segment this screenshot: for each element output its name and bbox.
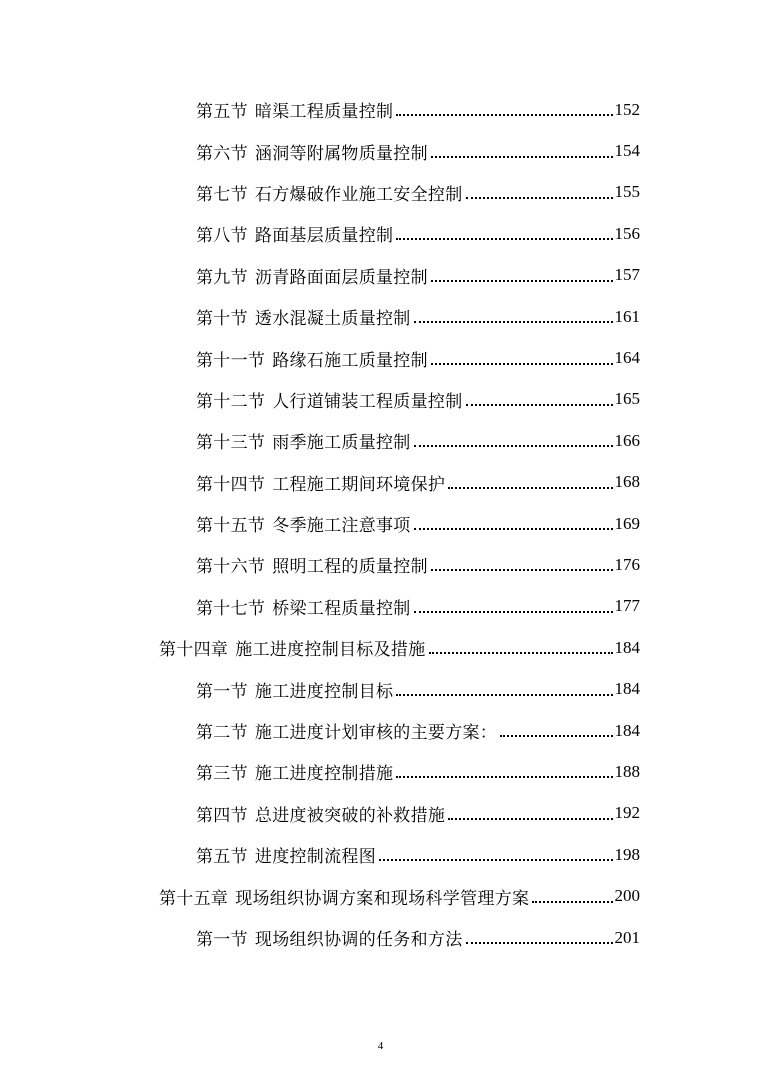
toc-section-entry[interactable] bbox=[0, 751, 640, 792]
toc-entry-label bbox=[196, 759, 393, 784]
toc-entry-page: 200 bbox=[614, 886, 640, 906]
toc-section-entry[interactable] bbox=[0, 130, 640, 171]
toc-section-entry[interactable] bbox=[0, 172, 640, 213]
toc-entry-label bbox=[196, 470, 445, 495]
toc-entry-label bbox=[196, 221, 393, 246]
toc-entry-title: 人行道铺装工程质量控制 bbox=[272, 391, 463, 412]
toc-entry-title: 施工进度计划审核的主要方案： bbox=[254, 723, 498, 744]
toc-entry-label bbox=[196, 925, 463, 950]
toc-dot-leader bbox=[431, 552, 613, 571]
toc-entry-title: 进度控制流程图 bbox=[254, 847, 377, 868]
toc-dot-leader bbox=[414, 304, 613, 323]
toc-entry-number: 第三节 bbox=[196, 764, 248, 785]
toc-entry-number: 第十四章 bbox=[159, 640, 229, 661]
toc-dot-leader bbox=[414, 428, 613, 447]
toc-section-entry[interactable] bbox=[0, 834, 640, 875]
toc-dot-leader bbox=[466, 180, 613, 199]
toc-dot-leader bbox=[414, 511, 613, 530]
toc-entry-page: 168 bbox=[614, 472, 640, 492]
toc-chapter-entry[interactable] bbox=[0, 875, 640, 916]
toc-dot-leader bbox=[500, 718, 612, 737]
toc-dot-leader bbox=[429, 635, 613, 654]
toc-entry-title: 暗渠工程质量控制 bbox=[254, 102, 394, 123]
toc-dot-leader bbox=[448, 801, 612, 820]
toc-dot-leader bbox=[396, 759, 612, 778]
toc-entry-label bbox=[196, 842, 376, 867]
toc-dot-leader bbox=[466, 387, 613, 406]
toc-section-entry[interactable] bbox=[0, 89, 640, 130]
toc-entry-title: 路缘石施工质量控制 bbox=[272, 350, 428, 371]
toc-entry-title: 施工进度控制目标及措施 bbox=[235, 640, 426, 661]
toc-entry-number: 第十三节 bbox=[196, 433, 266, 454]
toc-entry-label bbox=[196, 97, 393, 122]
toc-entry-title: 现场组织协调方案和现场科学管理方案 bbox=[235, 888, 530, 909]
toc-section-entry[interactable] bbox=[0, 710, 640, 751]
toc-entry-label bbox=[196, 304, 411, 329]
toc-section-entry[interactable] bbox=[0, 213, 640, 254]
toc-entry-title: 照明工程的质量控制 bbox=[272, 557, 428, 578]
toc-entry-page: 177 bbox=[614, 596, 640, 616]
toc-entry-number: 第七节 bbox=[196, 184, 248, 205]
toc-entry-number: 第十五节 bbox=[196, 516, 266, 537]
toc-entry-title: 现场组织协调的任务和方法 bbox=[254, 930, 463, 950]
toc-dot-leader bbox=[466, 925, 613, 944]
toc-dot-leader bbox=[448, 470, 612, 489]
toc-section-entry[interactable] bbox=[0, 296, 640, 337]
toc-entry-title: 沥青路面面层质量控制 bbox=[254, 267, 428, 288]
toc-entry-label bbox=[196, 801, 445, 826]
toc-section-entry[interactable] bbox=[0, 337, 640, 378]
toc-entry-label bbox=[196, 677, 393, 702]
toc-entry-page: 188 bbox=[614, 761, 640, 781]
toc-entry-number: 第一节 bbox=[196, 681, 248, 702]
toc-entry-label bbox=[196, 387, 463, 412]
toc-entry-title: 总进度被突破的补救措施 bbox=[254, 805, 446, 826]
toc-section-entry[interactable] bbox=[0, 917, 640, 958]
toc-entry-label bbox=[196, 718, 497, 743]
toc-entry-page: 169 bbox=[614, 513, 640, 533]
toc-dot-leader bbox=[431, 263, 613, 282]
toc-entry-number: 第十一节 bbox=[196, 350, 266, 371]
toc-entry-number: 第一节 bbox=[196, 930, 248, 950]
toc-section-entry[interactable] bbox=[0, 544, 640, 585]
toc-entry-label bbox=[159, 635, 426, 660]
toc-entry-number: 第十四节 bbox=[196, 474, 266, 495]
toc-entry-page: 164 bbox=[614, 348, 640, 368]
toc-entry-title: 石方爆破作业施工安全控制 bbox=[254, 184, 463, 205]
toc-section-entry[interactable] bbox=[0, 793, 640, 834]
toc-entry-number: 第十七节 bbox=[196, 598, 266, 619]
toc-entry-page: 165 bbox=[614, 389, 640, 409]
toc-dot-leader bbox=[431, 346, 613, 365]
toc-section-entry[interactable] bbox=[0, 379, 640, 420]
toc-entry-label bbox=[196, 511, 411, 536]
toc-entry-title: 工程施工期间环境保护 bbox=[272, 474, 446, 495]
toc-entry-label bbox=[159, 884, 529, 909]
toc-entry-number: 第四节 bbox=[196, 805, 248, 826]
toc-entry-label bbox=[196, 428, 411, 453]
toc-entry-page: 184 bbox=[614, 679, 640, 699]
toc-entry-number: 第十二节 bbox=[196, 391, 266, 412]
toc-chapter-entry[interactable] bbox=[0, 627, 640, 668]
toc-entry-label bbox=[196, 180, 463, 205]
toc-entry-title: 路面基层质量控制 bbox=[254, 226, 394, 247]
toc-entry-number: 第六节 bbox=[196, 143, 248, 164]
toc-entry-label bbox=[196, 552, 428, 577]
toc-entry-page: 198 bbox=[614, 844, 640, 864]
toc-entry-number: 第十节 bbox=[196, 309, 248, 330]
toc-dot-leader bbox=[532, 884, 612, 903]
toc-dot-leader bbox=[414, 594, 613, 613]
toc-entry-page: 201 bbox=[614, 927, 640, 947]
toc-entry-number: 第十五章 bbox=[159, 888, 229, 909]
toc-entry-title: 雨季施工质量控制 bbox=[272, 433, 411, 454]
toc-entry-page: 192 bbox=[614, 803, 640, 823]
toc-section-entry[interactable] bbox=[0, 586, 640, 627]
toc-entry-label bbox=[196, 263, 428, 288]
toc-entry-page: 161 bbox=[614, 306, 640, 326]
toc-entry-number: 第五节 bbox=[196, 847, 248, 868]
toc-entry-label bbox=[196, 139, 428, 164]
toc-dot-leader bbox=[396, 221, 612, 240]
toc-dot-leader bbox=[396, 97, 612, 116]
toc-entry-label bbox=[196, 346, 428, 371]
toc-dot-leader bbox=[431, 139, 613, 158]
toc-entry-page: 184 bbox=[614, 637, 640, 657]
toc-entry-number: 第九节 bbox=[196, 267, 248, 288]
toc-entry-page: 155 bbox=[614, 182, 640, 202]
toc-dot-leader bbox=[379, 842, 612, 861]
toc-section-entry[interactable] bbox=[0, 420, 640, 461]
toc-entry-number: 第五节 bbox=[196, 102, 248, 123]
toc-entry-page: 184 bbox=[614, 720, 640, 740]
toc-section-entry[interactable] bbox=[0, 462, 640, 503]
toc-entry-page: 156 bbox=[614, 223, 640, 243]
toc-entry-label bbox=[196, 594, 411, 619]
toc-entry-number: 第八节 bbox=[196, 226, 248, 247]
table-of-contents bbox=[0, 89, 761, 958]
toc-entry-page: 166 bbox=[614, 430, 640, 450]
toc-section-entry[interactable] bbox=[0, 668, 640, 709]
toc-entry-number: 第二节 bbox=[196, 723, 248, 744]
toc-entry-page: 176 bbox=[614, 554, 640, 574]
toc-entry-page: 154 bbox=[614, 141, 640, 161]
toc-entry-title: 施工进度控制措施 bbox=[254, 764, 394, 785]
toc-entry-title: 桥梁工程质量控制 bbox=[272, 598, 411, 619]
page-number: 4 bbox=[377, 1040, 384, 1052]
toc-entry-title: 冬季施工注意事项 bbox=[272, 516, 411, 537]
toc-entry-title: 涵洞等附属物质量控制 bbox=[254, 143, 428, 164]
toc-section-entry[interactable] bbox=[0, 503, 640, 544]
toc-entry-page: 157 bbox=[614, 265, 640, 285]
toc-entry-number: 第十六节 bbox=[196, 557, 266, 578]
toc-entry-title: 透水混凝土质量控制 bbox=[254, 309, 411, 330]
toc-dot-leader bbox=[396, 677, 612, 696]
toc-section-entry[interactable] bbox=[0, 255, 640, 296]
toc-entry-title: 施工进度控制目标 bbox=[254, 681, 394, 702]
toc-entry-page: 152 bbox=[614, 99, 640, 119]
